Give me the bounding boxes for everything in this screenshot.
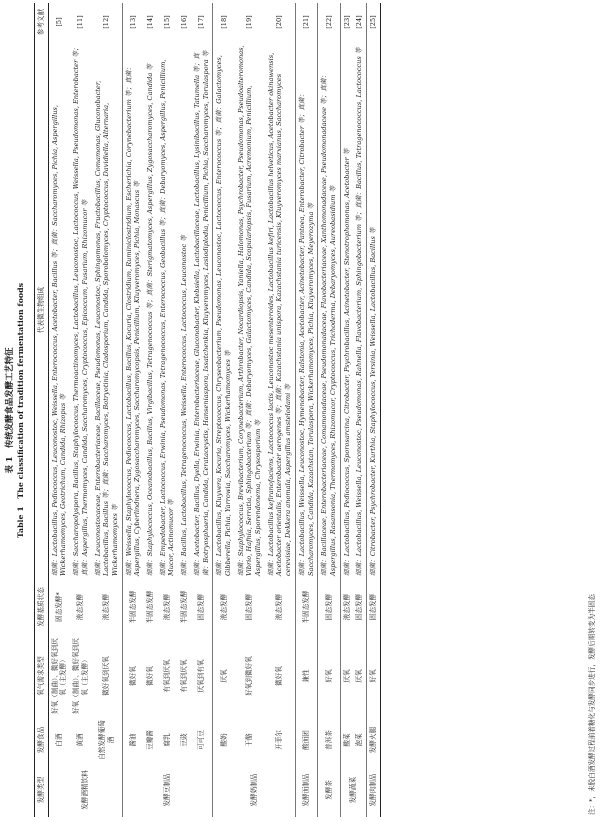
row-food-cell: 开菲尔 (275, 730, 284, 750)
row-microbes-cell: 细菌：Bacillaceae, Enterobacteriaceae, Comamonadaceae, Pseudomonadaceae, Flavobacteriaceae, Xanthomonadaceae, Pseudomonadaceae 等；真菌：Aspergillus, Rasamsonia, Thermomyces, Rhizomucor, Cryptococcus, Trichoderma, Debaryomyces, Aureobasidium 等 (318, 41, 340, 579)
table-title-en: Table 1 The classification of tradition fermentation foods (16, 283, 25, 538)
row-reference-cell: [18] (213, 3, 235, 41)
table-row (122, 3, 144, 817)
row-microbes-cell: 细菌：Lactobacillus, Weissella, Leuconostoc, Hymenobacter, Ralstonia, Acetobacter, Acinetobacter, Pantoea, Enterobacter, Citrobacter 等；真菌：Saccharomyces, Candida, Kazachstan, Torulaspora, Wickerhamomyces, Pichia, Kluyveromyces, Meyerozyma 等 (295, 41, 317, 579)
row-reference-cell: [16] (180, 15, 189, 29)
row-state-cell: 固态发酵 (355, 593, 364, 621)
row-reference-cell: [20] (275, 15, 284, 29)
table-row (353, 3, 366, 817)
row-state-cell: 液态发酵 (102, 593, 111, 621)
row-food-cell: 酸面团 (295, 717, 317, 763)
row-oxygen-cell: 微好氧 (275, 666, 284, 686)
table-row (318, 3, 340, 817)
row-state-cell: 液态发酵 (275, 593, 284, 621)
row-reference-cell: [17] (197, 15, 206, 29)
row-oxygen-cell: 厌氧 (355, 669, 364, 683)
row-reference-cell: [5] (55, 17, 64, 27)
row-food-cell: 豆豉 (180, 733, 189, 747)
row-state-cell: 液态发酵 (213, 579, 235, 635)
row-microbes-cell: 细菌：Lactobacillus, Pediococcus, Leuconostoc, Weissella, Enterococcus, Acetobacter, Bacillus 等；真菌：Saccharomyces, Pichia, Aspergillus, Wickerhamomyces, Geotrichum, Candida, Rhizopus 等 (50, 105, 68, 576)
row-microbes-cell: 细菌：Leuconostocaceae, Enterobacteriaceae, Bacillaceae, Pseudomonas, Leuconostoc, Sphingomonas, Fructobacillus, Comamonas, Gluconobacter, Lactobacillus, Bacillus 等；真菌：Saccharomyces, Botryotinia, Cladosporium, Candida, Sporobolomyces, Cryptococcus, Davidiella, Alternaria, Wickerhamomyces 等 (93, 80, 119, 576)
row-oxygen-cell: 厌氧 (213, 635, 235, 717)
header-fermentation-type: 发酵类型 (35, 763, 49, 817)
row-state-cell: 半固态发酵 (146, 590, 155, 624)
row-food-cell: 腐乳 (163, 733, 172, 747)
table-row (191, 3, 213, 817)
row-microbes-cell: 细菌：Citrobacter, Psychrobacter, Kurthia, Staphylococcus, Yersinia, Weissella, Lactobacillus, Bacillus 等 (367, 41, 381, 579)
header-oxygen-demand: 氧气需求类型 (35, 635, 49, 717)
row-reference-cell: [24] (355, 15, 364, 29)
row-oxygen-cell: 微好氧 (122, 635, 144, 717)
row-reference-cell: [14] (146, 15, 155, 29)
table-header-row (35, 3, 49, 817)
row-oxygen-cell: 厌氧 (340, 635, 353, 717)
row-food-cell: 酸菜 (340, 717, 353, 763)
row-microbes-cell: 细菌：Lactobacillus, Kluyvera, Kocuria, Streptococcus, Chryseobacterium, Pseudomonas, Leuconostoc, Lactococcus, Enterococcus 等；真菌：Galactomyces, Gibberella, Pichia, Yarrowia, Saccharomyces, Wickerhamomyces 等 (213, 41, 235, 579)
row-oxygen-cell: 兼性 (295, 635, 317, 717)
row-reference-cell: [15] (163, 15, 172, 29)
row-microbes-cell: 细菌：Bacillus, Lactobacillus, Tetragenococcus, Weissella, Enterococcus, Lactococcus, Leuconostoc 等 (180, 235, 189, 576)
row-type-cell: 发酵茶 (318, 763, 340, 817)
table-row (157, 3, 178, 817)
row-state-cell: 固态发酵* (55, 592, 64, 622)
row-food-cell: 发酵火腿 (367, 717, 381, 763)
row-type-cell: 发酵面制品 (295, 763, 317, 817)
row-food-cell: 普洱茶 (318, 717, 340, 763)
row-reference-cell: [21] (295, 3, 317, 41)
row-food-cell: 干酪 (245, 733, 254, 747)
row-food-cell: 白酒 (55, 733, 64, 747)
row-state-cell: 液态发酵 (163, 593, 172, 621)
row-microbes-cell: 细菌：Lactobacillus kefiranofaciens, Lactococcus lactis, Leuconostoc mesenteroides, Lactobacillus kefiri, Lactobacillus helveticus, Acetobacter okinawensis, Acetobacter orientalis, Enterobacter aerogenes 等；真菌：Kazachstania unispora, Kazachstania turicensis, Kluyveromyces marxianus, Saccharomyces cerevisiae, Dekkera anomala, Aspergillus amstelodami 等 (266, 52, 293, 576)
row-food-cell: 自然发酵葡萄酒 (97, 720, 115, 760)
row-type-cell: 发酵蔬菜 (340, 763, 366, 817)
table-row (367, 3, 381, 817)
row-microbes-cell: 细菌：Saccharopolyspora, Bacillus, Staphylococcus, Thermoactinomyces, Lactobacillus, Leuconostoc, Lactococcus, Weissella, Pseudomonas, Enterobacter 等；真菌：Aspergillus, Thermomyces, Candida, Saccharomyces, Cryptococcus, Epicoccum, Fusarium, Rhizomucor 等 (72, 44, 89, 576)
table-title-cn: 表 1 传统发酵食品发酵工艺特征 (4, 347, 14, 474)
row-food-cell: 黄酒 (76, 733, 85, 747)
table-row (144, 3, 157, 817)
row-reference-cell: [22] (318, 3, 340, 41)
table-row (235, 3, 265, 817)
row-food-cell: 可可豆 (197, 730, 206, 750)
table-row (92, 3, 123, 817)
header-reference: 参考文献 (35, 3, 49, 41)
row-microbes-cell: 细菌：Lactobacillus, Weissella, Leuconostoc, Pseudomonas, Rahnella, Flavobacterium, Sphingobacterium 等；真菌：Bacillus, Tetragenococcus, Lactococcus 等 (355, 47, 364, 576)
row-microbes-cell: 细菌：Lactobacillus, Pediococcus, Sporosarcina, Citrobacter, Psychrobacillus, Acinetobacter, Stenotrophomonas, Acetobacter 等 (340, 41, 353, 579)
table-body (48, 3, 380, 817)
row-state-cell: 固态发酵 (245, 593, 254, 621)
table-row (295, 3, 317, 817)
row-state-cell: 固态发酵 (197, 593, 206, 621)
row-reference-cell: [23] (340, 3, 353, 41)
table-row (265, 3, 296, 817)
table-footnote: 注：*，未脱白酒发酵过程前着糖化与发酵同步进行，发酵后期转变为半固态 (588, 594, 596, 815)
row-microbes-cell: 细菌：Acetobacter, Bacillus, Dyella, Erwinia, Enterobacteriaceae, Gluconobacter, Klebsiella, Lactobacillaceae, Lactobacillus, Lysinibacillus, Tatumella 等；真菌：Botryosphaeria, Candida, Cerataceystis, Hanseniaspora, Issatchenkia, Kluyveromyces, Lasiodiplodia, Penicillium, Pichia, Saccharomyces, Torulaspora 等 (192, 50, 210, 576)
row-oxygen-cell: 好氧到微好氧 (245, 656, 254, 696)
row-type-cell: 发酵奶制品 (213, 763, 296, 817)
row-type-cell: 发酵豆制品 (122, 763, 213, 817)
table-row (48, 3, 70, 817)
table-row (213, 3, 235, 817)
row-oxygen-cell: 有氧到厌氧 (180, 659, 189, 693)
row-oxygen-cell: 好氧（制曲）、微好氧到厌氧（主发酵） (50, 638, 68, 714)
row-food-cell: 豆瓣酱 (146, 730, 155, 750)
row-oxygen-cell: 好氧（制曲）、微好氧到厌氧（主发酵） (72, 638, 89, 714)
row-oxygen-cell: 厌氧到有氧 (197, 659, 206, 693)
row-reference-cell: [13] (122, 3, 144, 41)
row-microbes-cell: 细菌：Empedobacter, Lactococcus, Erwinia, Pseudomonas, Tetragenococcus, Enterococcus, Geobacillus 等；真菌：Debaryomyces, Aspergillus, Penicillium, Mucor, Actinomucor 等 (158, 59, 176, 576)
row-microbes-cell: 细菌：Weissella, Staphylococcus, Pediococcus, Lactobacillus, Bacillus, Kocuria, Clostridium, Ruminiclostridium, Escherichia, Corynebacterium 等；真菌：Aspergillus, Cyberlindnera, Zygosaccharomyces, Saccharomycopsis, Penicillium, Kluyveromyces, Pichia, Monascus 等 (122, 41, 144, 579)
row-reference-cell: [25] (367, 3, 381, 41)
row-food-cell: 酸奶 (213, 717, 235, 763)
row-state-cell: 半固态发酵 (295, 579, 317, 635)
row-oxygen-cell: 微好氧到厌氧 (102, 656, 111, 696)
table-row (178, 3, 191, 817)
table-row (70, 3, 91, 817)
row-food-cell: 酱油 (122, 717, 144, 763)
table-row (340, 3, 353, 817)
row-state-cell: 液态发酵 (340, 579, 353, 635)
fermentation-table (34, 3, 381, 817)
row-state-cell: 半固态发酵 (122, 579, 144, 635)
row-state-cell: 液态发酵 (76, 593, 85, 621)
row-food-cell: 泡菜 (355, 733, 364, 747)
row-reference-cell: [11] (76, 15, 85, 29)
row-state-cell: 固态发酵 (367, 579, 381, 635)
row-type-cell: 发酵酒精饮料 (80, 770, 89, 810)
header-fermented-food: 发酵食品 (35, 717, 49, 763)
row-state-cell: 半固态发酵 (180, 590, 189, 624)
row-reference-cell: [12] (102, 15, 111, 29)
row-type-cell: 发酵肉制品 (367, 763, 381, 817)
row-oxygen-cell: 微好氧 (146, 666, 155, 686)
row-oxygen-cell: 好氧 (318, 635, 340, 717)
header-substrate-state: 发酵基质状态 (35, 579, 49, 635)
row-microbes-cell: 细菌：Staphylococcus, Oceanobacillus, Bacillus, Virgibacillus, Tetragenococcus 等；真菌：Sterigmatomyces, Aspergillus, Zygosaccharomyces, Candida 等 (146, 64, 155, 576)
row-reference-cell: [19] (245, 15, 254, 29)
header-microbes: 代表微生物组成 (35, 41, 49, 579)
row-microbes-cell: 细菌：Staphylococcus, Brevibacterium, Corynebacterium, Arthrobacter, Nocardiopsis, Yaniella, Halomonas, Psychrobacter, Pseudomonas, Pseudoalteromonas, Vibrio, Hafnia, Serratia, Sphingobacterium 等；真菌：Debaryomyces, Galactomyces, Candida, Scopulariopsis, Fusarium, Acremonium, Penicillium, Aspergillus, Sporendonema, Chrysosporium 等 (236, 45, 263, 576)
row-oxygen-cell: 有氧到厌氧 (163, 659, 172, 693)
row-oxygen-cell: 好氧 (367, 635, 381, 717)
row-state-cell: 固态发酵 (318, 579, 340, 635)
